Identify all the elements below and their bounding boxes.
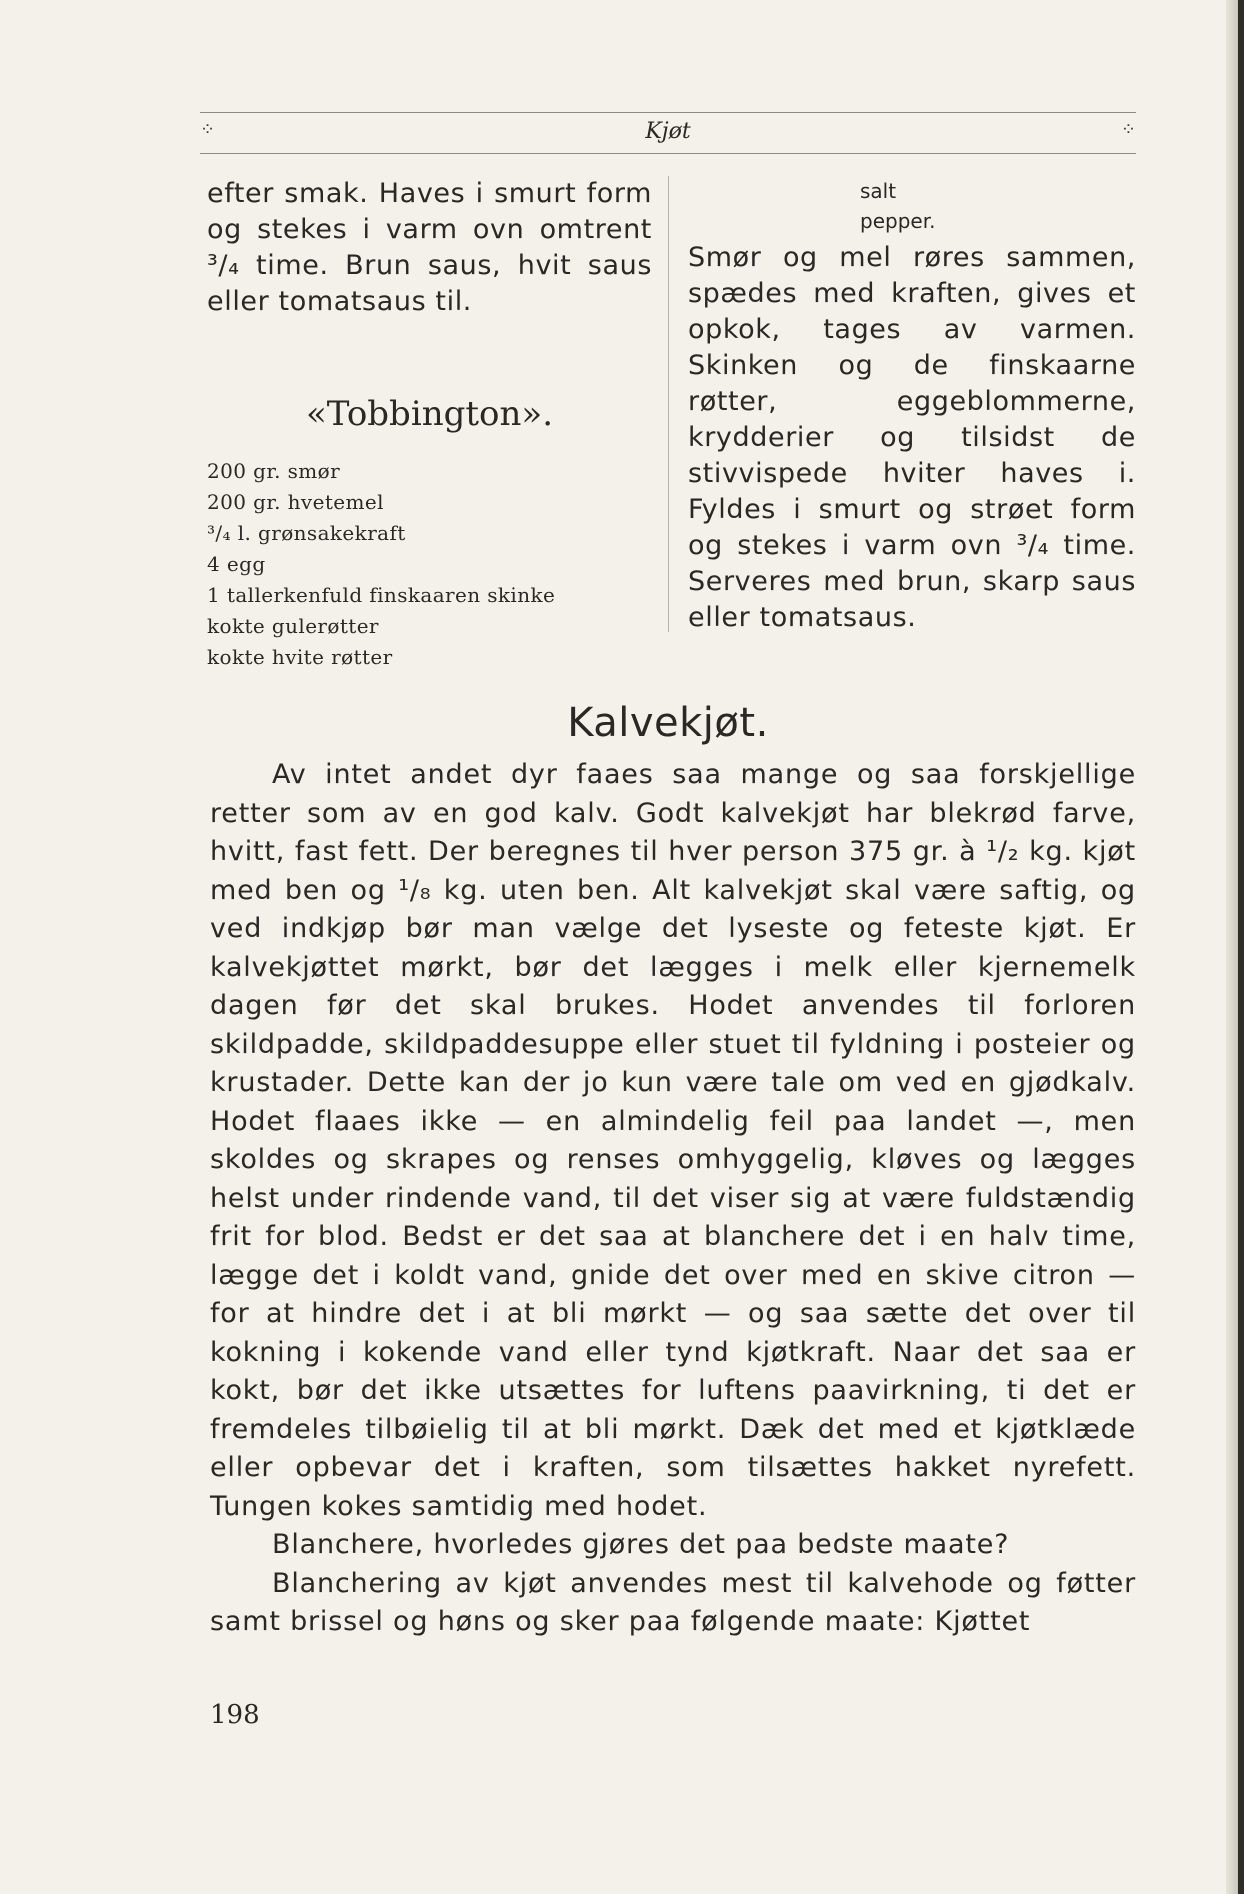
page-edge-binding — [1238, 0, 1244, 1894]
left-column — [207, 176, 652, 673]
running-header — [200, 112, 1136, 154]
section-paragraph: Blanchering av kjøt anvendes mest til kalvehode og føtter samt brissel og høns og sker paa følgende maate: Kjøttet — [210, 1567, 1136, 1637]
ingredient-item: 200 gr. smør — [207, 459, 341, 483]
ingredient-list — [207, 456, 652, 673]
left-intro-paragraph: efter smak. Haves i smurt form og stekes i varm ovn omtrent ³/₄ time. Brun saus, hvit saus eller tomatsaus til. — [207, 178, 652, 317]
ingredient-item: 200 gr. hvetemel — [207, 490, 384, 514]
spice-list — [688, 176, 1136, 236]
ingredient-item: kokte hvite røtter — [207, 645, 393, 669]
recipe-title: «Tobbington». — [305, 394, 553, 434]
spice-item: salt — [860, 179, 897, 203]
page-number: 198 — [210, 1700, 260, 1730]
spice-item: pepper. — [860, 209, 936, 233]
ingredient-item: kokte gulerøtter — [207, 614, 379, 638]
ingredient-item: 1 tallerkenfuld finskaaren skinke — [207, 583, 556, 607]
section-title: Kalvekjøt. — [567, 700, 769, 746]
running-header-title: Kjøt — [645, 119, 691, 144]
section-body — [210, 756, 1136, 1642]
ingredient-item: 4 egg — [207, 552, 266, 576]
section-paragraph: Blanchere, hvorledes gjøres det paa bedste maate? — [272, 1529, 1010, 1560]
column-divider — [668, 176, 669, 632]
section-paragraph: Av intet andet dyr faaes saa mange og saa forskjellige retter som av en god kalv. Godt kalvekjøt har blekrød farve, hvitt, fast fett. Der beregnes til hver person 375 gr. à ¹/₂ kg. kjøt med ben og ¹/₈ kg. uten ben. Alt kalvekjøt skal være saftig, og ved indkjøp bør man vælge det lyseste og feteste kjøt. Er kalvekjøttet mørkt, bør det lægges i melk eller kjernemelk dagen før det skal brukes. Hodet anvendes til forloren skildpadde, skildpaddesuppe eller stuet til fyldning i posteier og krustader. Dette kan der jo kun være tale om ved en gjødkalv. Hodet flaaes ikke — en almindelig feil paa landet —, men skoldes og skrapes og renses omhyggelig, kløves og lægges helst under rindende vand, til det viser sig at være fuldstændig frit for blod. Bedst er det saa at blanchere det i en halv time, lægge det i koldt vand, gnide det over med en skive citron — for at hindre det i at bli mørkt — og saa sætte det over til kokning i kokende vand eller tynd kjøtkraft. Naar det saa er kokt, bør det ikke utsættes for luftens paavirkning, ti det er fremdeles tilbøielig til at bli mørkt. Dæk det med et kjøtklæde eller opbevar det i kraften, som tilsættes hakket nyrefett. Tungen kokes samtidig med hodet. — [210, 759, 1136, 1522]
method-paragraph: Smør og mel røres sammen, spædes med kraften, gives et opkok, tages av varmen. Skinken og de finskaarne røtter, eggeblommerne, krydderier og tilsidst de stivvispede hviter haves i. Fyldes i smurt og strøet form og stekes i varm ovn ³/₄ time. Serveres med brun, skarp saus eller tomatsaus. — [688, 242, 1136, 633]
right-column — [688, 176, 1136, 636]
ornament-left-icon: ⁘ — [200, 119, 216, 140]
ingredient-item: ³/₄ l. grønsakekraft — [207, 521, 406, 545]
ornament-right-icon: ⁘ — [1120, 119, 1136, 140]
